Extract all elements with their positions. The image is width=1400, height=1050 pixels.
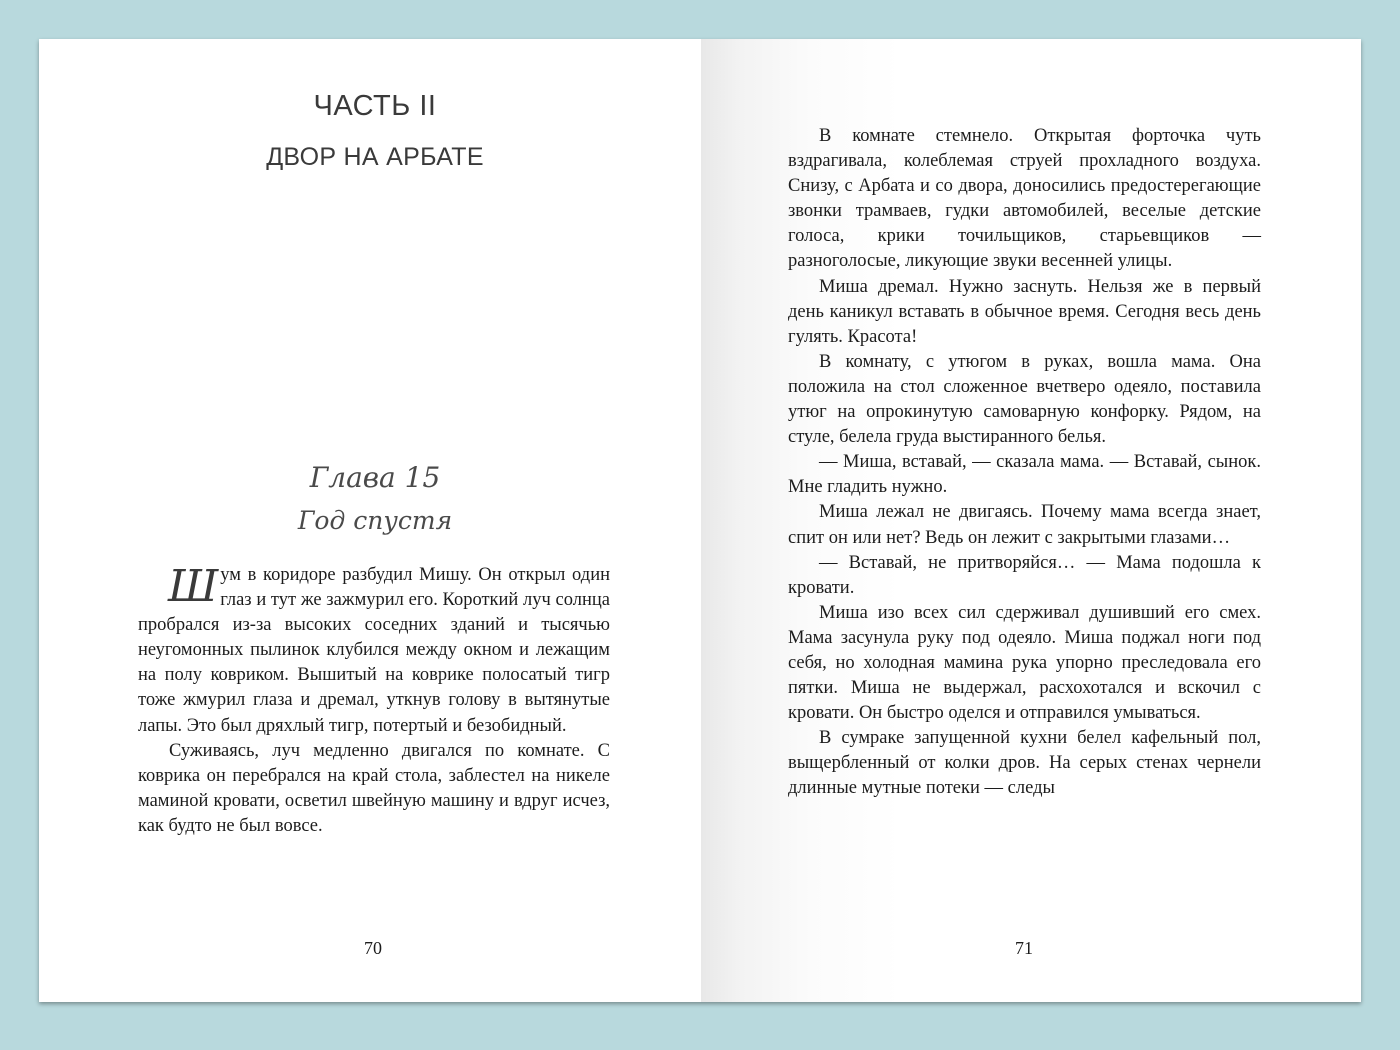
chapter-subtitle: Год спустя [297,506,453,535]
paragraph-text: ум в коридоре разбудил Мишу. Он открыл один глаз и тут же зажмурил его. Короткий луч солнца пробрался из-за высоких соседних зданий и тысячью неугомонных пылинок клубился между окном и лежащим на полу ковриком. Вышитый на коврике полосатый тигр тоже жмурил глаза и дремал, уткнув голову в вытянутые лапы. Это был дряхлый тигр, потертый и безобидный. [138,565,610,736]
book-spread [39,39,1361,1002]
paragraph: Суживаясь, луч медленно двигался по комнате. С коврика он перебрался на край стола, заблестел на никеле маминой кровати, осветил швейную машину и вдруг исчез, как будто не был вовсе. [138,740,610,836]
paragraph: В сумраке запущенной кухни белел кафельный пол, выщербленный от колки дров. На серых стенах чернели длинные мутные потеки — следы [788,728,1261,799]
paragraph: — Миша, вставай, — сказала мама. — Вставай, сынок. Мне гладить нужно. [788,452,1261,498]
chapter-title: Глава 15 [309,461,441,494]
paragraph: — Вставай, не притворяйся… — Мама подошла к кровати. [788,552,1261,598]
part-title: ЧАСТЬ II [313,90,437,122]
right-page [701,39,1361,1002]
left-page [39,39,701,1002]
paragraph [138,563,610,739]
paragraph: Миша дремал. Нужно заснуть. Нельзя же в первый день каникул вставать в обычное время. Сегодня весь день гулять. Красота! [788,276,1261,347]
part-subtitle: ДВОР НА АРБАТЕ [266,143,484,171]
drop-cap: Ш [168,561,219,612]
left-page-body [138,563,610,839]
paragraph: В комнате стемнело. Открытая форточка чуть вздрагивала, колеблемая струей прохладного воздуха. Снизу, с Арбата и со двора, доносились предостерегающие звонки трамваев, гудки автомобилей, веселые детские голоса, крики точильщиков, старьевщиков — разноголосые, ликующие звуки весенней улицы. [788,126,1261,272]
page-number-right: 71 [1015,938,1033,958]
page-number-left: 70 [364,938,382,958]
paragraph: В комнату, с утюгом в руках, вошла мама. Она положила на стол сложенное вчетверо одеяло, поставила утюг на опрокинутую самоварную конфорку. Рядом, на стуле, белела груда выстиранного белья. [788,351,1261,448]
right-page-body [788,124,1261,802]
paragraph: Миша изо всех сил сдерживал душивший его смех. Мама засунула руку под одеяло. Миша поджал ноги под себя, но холодная мамина рука упорно преследовала его пятки. Миша не выдержал, расхохотался и вскочил с кровати. Он быстро оделся и отправился умываться. [788,602,1261,724]
paragraph: Миша лежал не двигаясь. Почему мама всегда знает, спит он или нет? Ведь он лежит с закрытыми глазами… [788,502,1261,548]
